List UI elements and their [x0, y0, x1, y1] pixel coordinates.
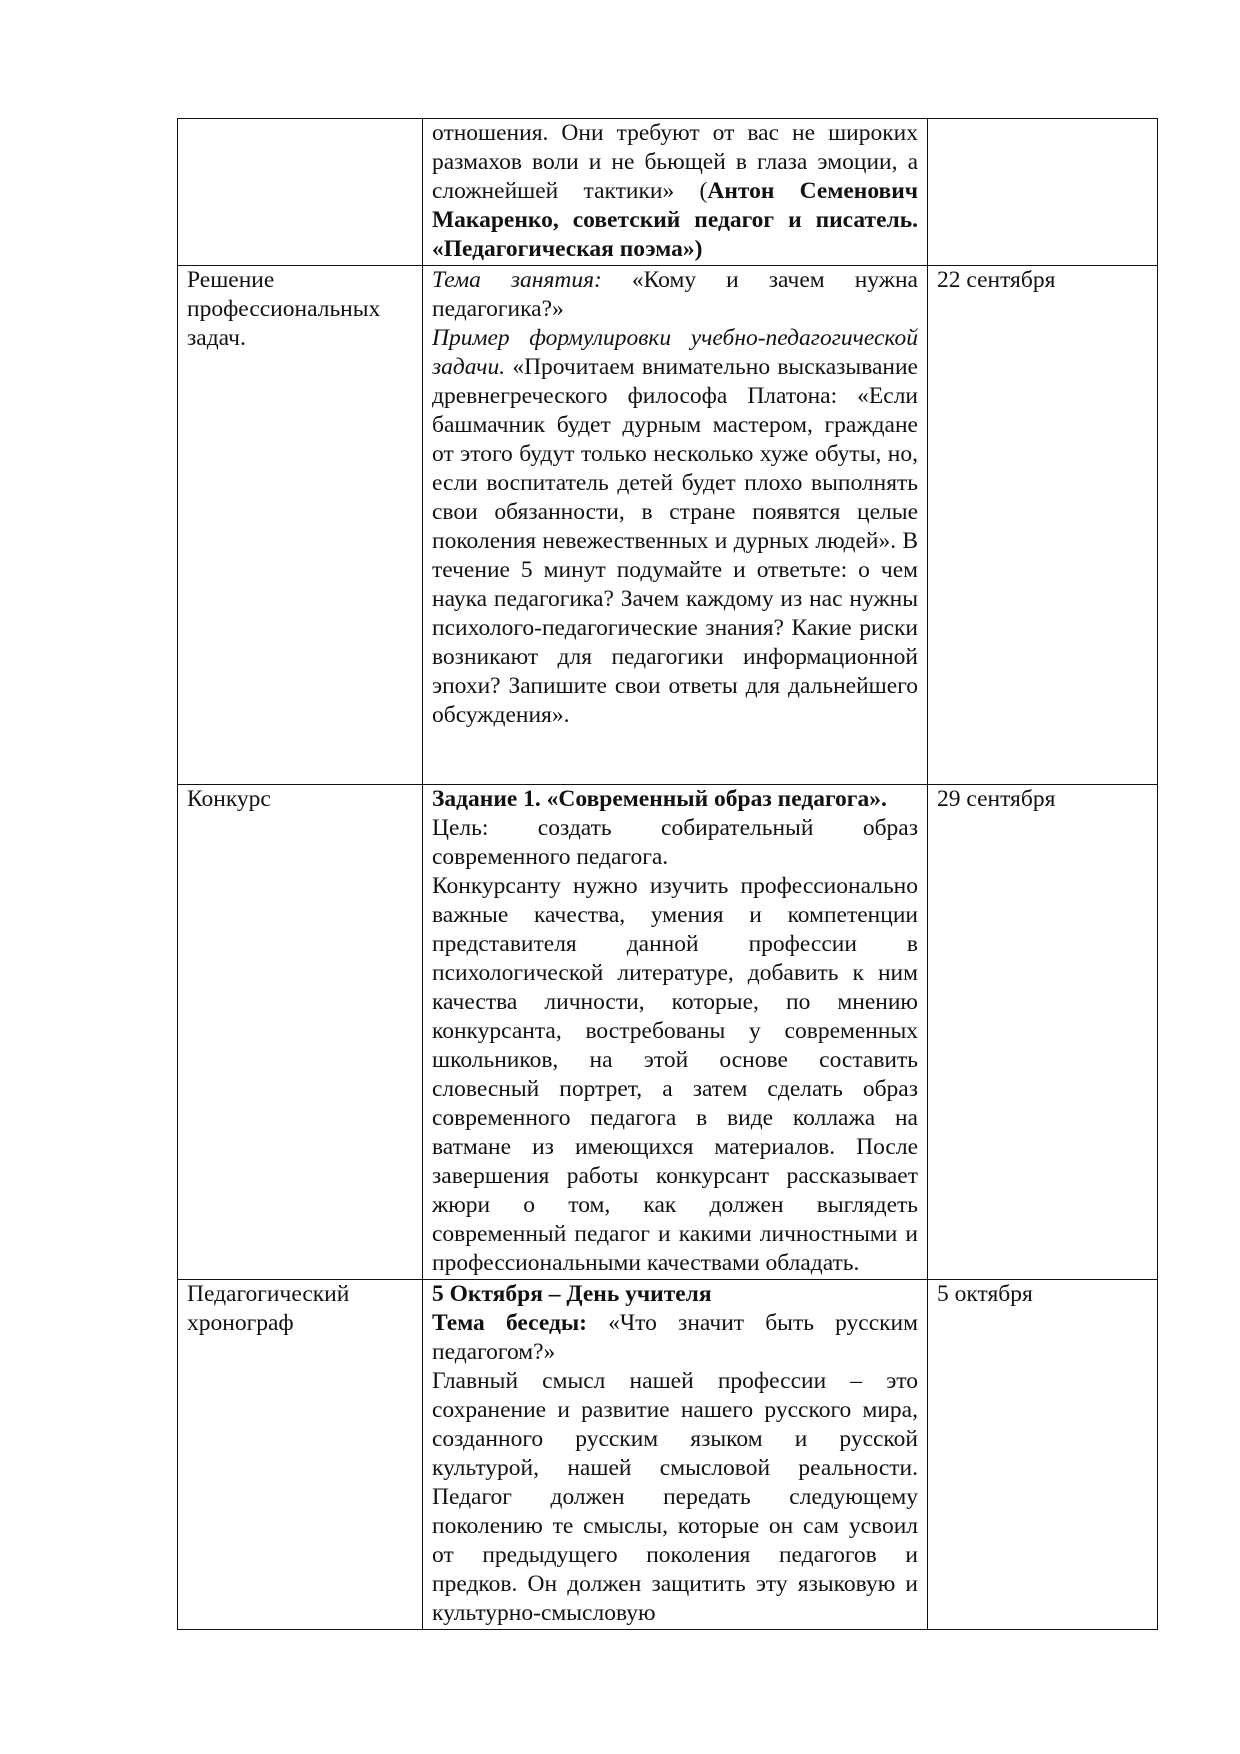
example-text: «Прочитаем внимательно высказывание древнегреческого философа Платона: «Если башмачник будет дурным мастером, граждане от этого будут только несколько хуже обуты, но, если воспитатель детей будет плохо выполнять свои обязанности, в стране появятся целые поколения невежественных и дурных людей». В течение 5 минут подумайте и ответьте: о чем наука педагогика? Зачем каждому из нас нужны психолого-педагогические знания? Какие риски возникают для педагогики информационной эпохи? Запишите свои ответы для дальнейшего обсуждения». — [432, 354, 918, 728]
date-cell — [928, 266, 1158, 785]
body-paragraph: Главный смысл нашей профессии – это сохранение и развитие нашего русского мира, созданного русским языком и русской культурой, нашей смысловой реальности. Педагог должен передать следующему поколению те смыслы, которые он сам усвоил от предыдущего поколения педагогов и предков. Он должен защитить эту языковую и культурно-смысловую — [432, 1368, 918, 1626]
date-text: 29 сентября — [937, 786, 1056, 812]
task-title: Задание 1. «Современный образ педагога». — [432, 786, 887, 812]
example-paragraph — [432, 324, 918, 730]
topic-text: «Кому и зачем нужна педагогика?» — [432, 267, 918, 322]
table-row — [178, 785, 1158, 1280]
date-text: 22 сентября — [937, 267, 1056, 293]
date-cell — [928, 1280, 1158, 1630]
quote-author: Антон Семенович Макаренко, советский педагог и писатель. «Педагогическая поэма») — [432, 178, 918, 262]
goal-paragraph: Цель: создать собирательный образ современного педагога. — [432, 815, 918, 870]
activity-cell — [178, 1280, 423, 1630]
topic-paragraph — [432, 1309, 918, 1367]
example-label: Пример формулировки учебно-педагогической задачи. — [432, 325, 918, 380]
content-cell — [423, 266, 928, 785]
table-row — [178, 1280, 1158, 1630]
description-paragraph: Конкурсанту нужно изучить профессионально важные качества, умения и компетенции представителя данной профессии в психологической литературе, добавить к ним качества личности, которые, по мнению конкурсанта, востребованы у современных школьников, на этой основе составить словесный портрет, а затем сделать образ современного педагога в виде коллажа на ватмане из имеющихся материалов. После завершения работы конкурсант рассказывает жюри о том, как должен выглядеть современный педагог и какими личностными и профессиональными качествами обладать. — [432, 873, 918, 1276]
content-paragraph — [432, 119, 918, 264]
content-cell — [423, 119, 928, 266]
table-row — [178, 266, 1158, 785]
activity-text: Конкурс — [187, 786, 271, 812]
document-table — [177, 118, 1158, 1630]
quote-text: отношения. Они требуют от вас не широких размахов воли и не бьющей в глаза эмоции, а сложнейшей тактики» ( — [432, 120, 918, 204]
content-cell — [423, 785, 928, 1280]
table-row — [178, 119, 1158, 266]
topic-paragraph — [432, 266, 918, 324]
date-cell — [928, 119, 1158, 266]
date-text: 5 октября — [937, 1281, 1033, 1307]
activity-text: Педагогический хронограф — [187, 1281, 350, 1336]
activity-cell — [178, 119, 423, 266]
activity-cell — [178, 266, 423, 785]
date-cell — [928, 785, 1158, 1280]
topic-label: Тема занятия: — [432, 267, 602, 293]
content-cell — [423, 1280, 928, 1630]
topic-label: Тема беседы: — [432, 1310, 588, 1336]
activity-cell — [178, 785, 423, 1280]
event-title: 5 Октября – День учителя — [432, 1281, 712, 1307]
activity-text: Решение профессиональных задач. — [187, 267, 381, 351]
topic-text: «Что значит быть русским педагогом?» — [432, 1310, 918, 1365]
